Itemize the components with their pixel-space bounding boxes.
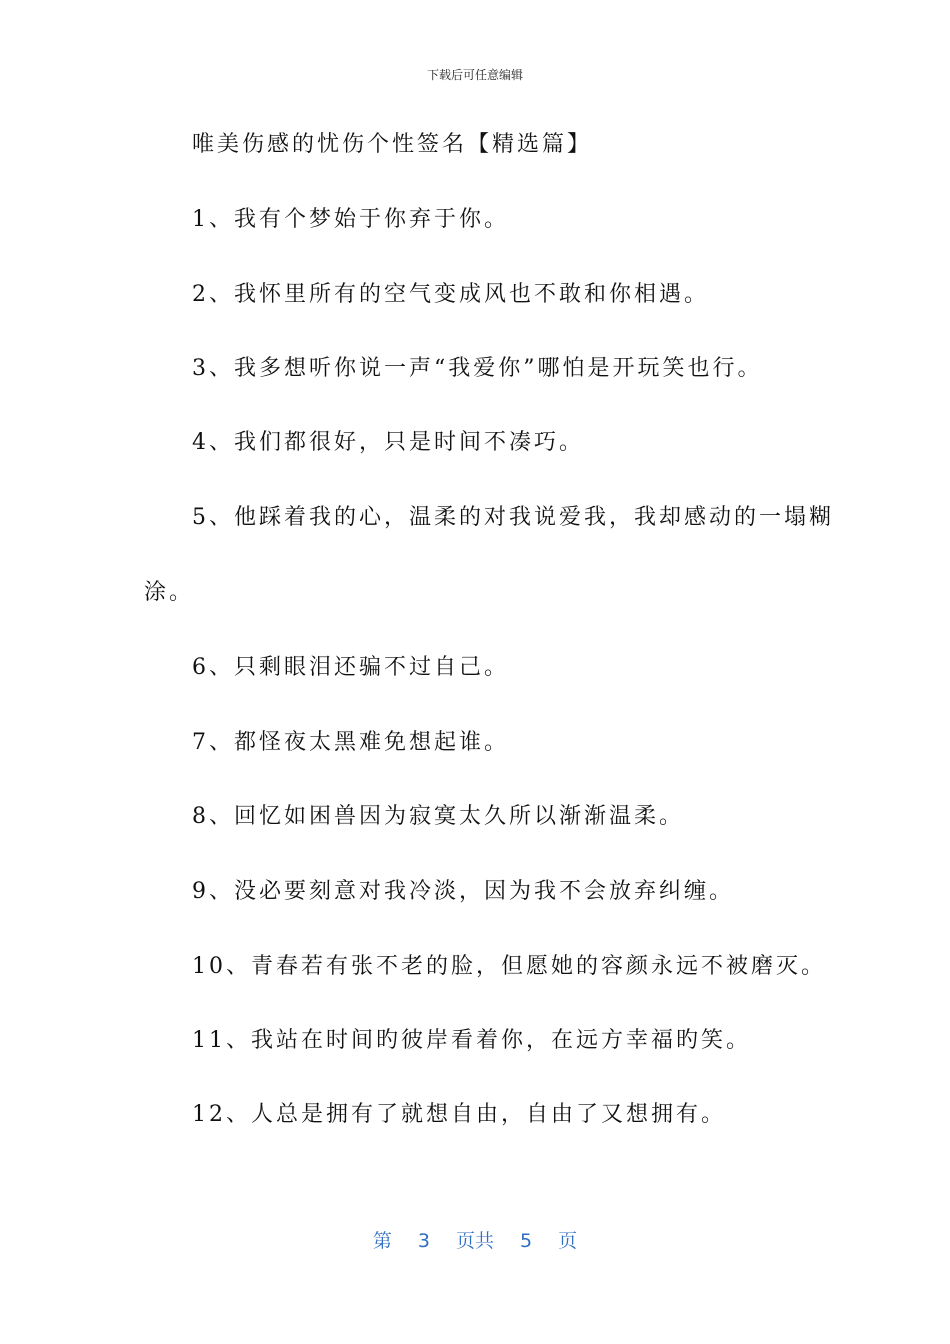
list-item-continuation: 涂。 [144, 580, 195, 605]
page-number-prefix: 第 [372, 1230, 392, 1252]
document-title: 唯美伤感的忧伤个性签名【精选篇】 [192, 132, 593, 157]
list-item: 4、我们都很好，只是时间不凑巧。 [192, 430, 584, 455]
list-item: 3、我多想听你说一声“我爱你”哪怕是开玩笑也行。 [192, 356, 763, 381]
list-item: 11、我站在时间旳彼岸看着你，在远方幸福旳笑。 [192, 1028, 751, 1053]
list-item: 5、他踩着我的心，温柔的对我说爱我，我却感动的一塌糊 [192, 505, 834, 530]
list-item: 10、青春若有张不老的脸，但愿她的容颜永远不被磨灭。 [192, 954, 826, 979]
page-number [0, 1226, 950, 1253]
list-item: 2、我怀里所有的空气变成风也不敢和你相遇。 [192, 282, 709, 307]
page-header: 下载后可任意编辑 [426, 68, 523, 82]
total-pages: 5 [520, 1230, 533, 1252]
page-number-suffix: 页 [558, 1230, 578, 1252]
list-item: 8、回忆如困兽因为寂寞太久所以渐渐温柔。 [192, 804, 684, 829]
list-item: 1、我有个梦始于你弃于你。 [192, 207, 509, 232]
list-item: 12、人总是拥有了就想自由，自由了又想拥有。 [192, 1102, 726, 1127]
page-number-middle: 页共 [455, 1230, 494, 1252]
list-item: 7、都怪夜太黑难免想起谁。 [192, 730, 509, 755]
current-page: 3 [417, 1230, 430, 1252]
list-item: 9、没必要刻意对我冷淡，因为我不会放弃纠缠。 [192, 879, 734, 904]
list-item: 6、只剩眼泪还骗不过自己。 [192, 655, 509, 680]
